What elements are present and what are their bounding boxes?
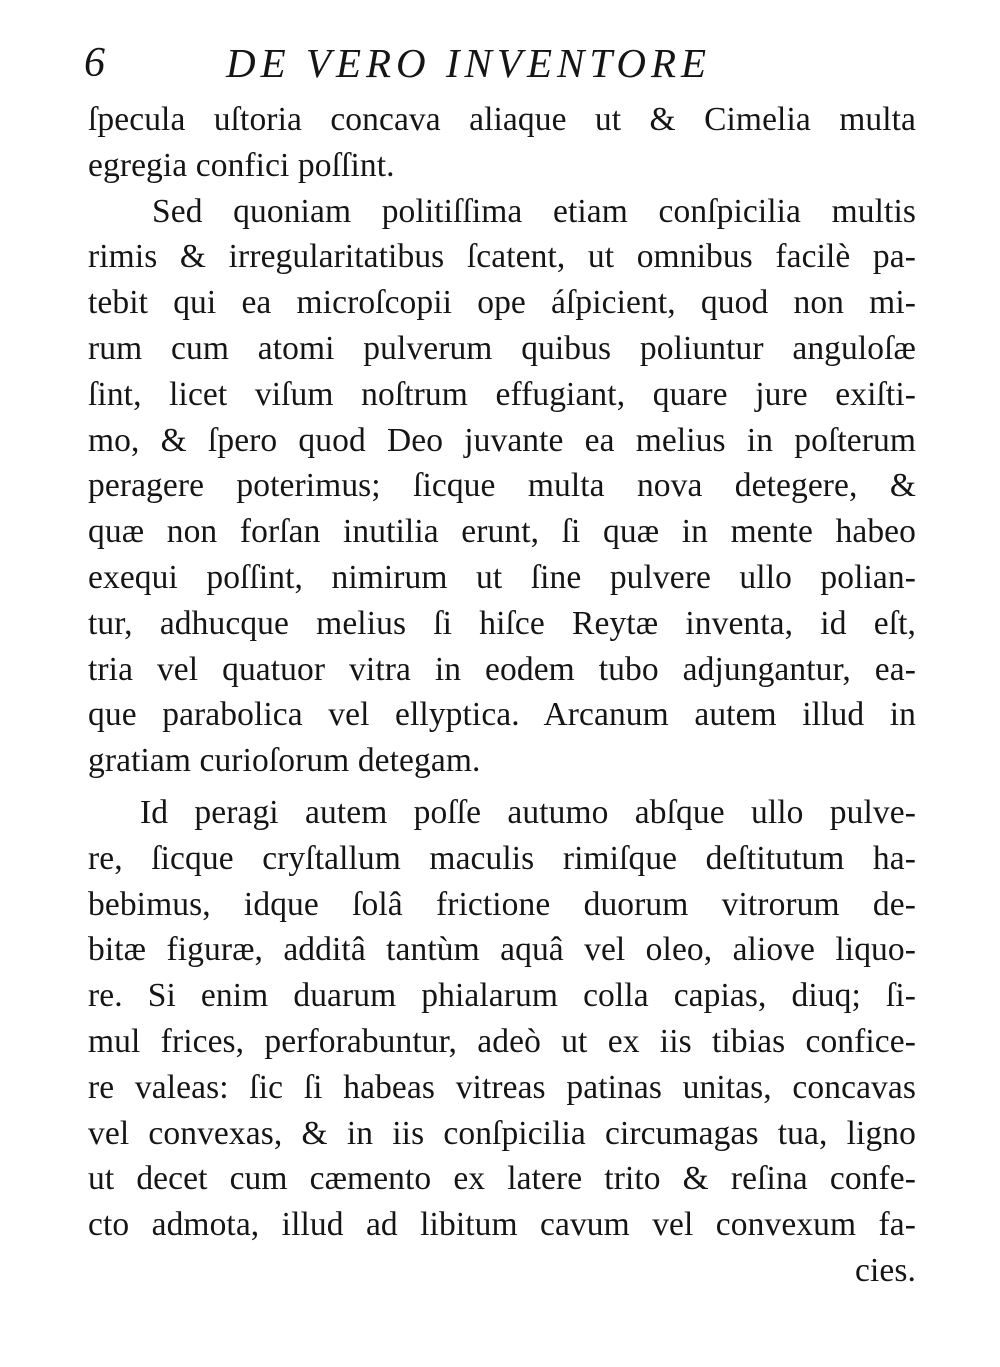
running-title: DE VERO INVENTORE [226,40,712,86]
text-line: exequi poſſint, nimirum ut ſine pulvere ullo polian- [88,558,916,596]
text-line: bitæ figuræ, additâ tantùm aquâ vel oleo, aliove liquo- [88,931,916,969]
text-line: Id peragi autem poſſe autumo abſque ullo pulve- [140,793,916,831]
paragraph-3 [88,790,916,1294]
text-line: ſpecula uſtoria concava aliaque ut & Cimelia multa [88,101,916,138]
text-line: vel convexas, & in iis conſpicilia circumagas tua, ligno [88,1114,916,1152]
text-line: re valeas: ſic ſi habeas vitreas patinas unitas, concavas [88,1068,916,1106]
text-line: ſint, licet viſum noſtrum effugiant, quare jure exiſti- [88,375,916,413]
text-line: tria vel quatuor vitra in eodem tubo adjungantur, ea- [88,650,916,688]
body-text [88,97,916,1294]
text-line: que parabolica vel ellyptica. Arcanum autem illud in [88,696,916,734]
text-line: gratiam curioſorum detegam. [88,742,481,780]
text-line: quæ non forſan inutilia erunt, ſi quæ in mente habeo [88,513,916,551]
text-line: re, ſicque cryſtallum maculis rimiſque deſtitutum ha- [88,839,916,877]
paragraph-1 [88,97,916,189]
running-head [84,34,784,94]
text-line: re. Si enim duarum phialarum colla capias, diuq; ſi- [88,977,916,1015]
text-line: egregia confici poſſint. [88,146,395,184]
text-line: ut decet cum cæmento ex latere trito & reſina confe- [88,1160,916,1198]
text-line: peragere poterimus; ſicque multa nova detegere, & [88,467,916,505]
text-line: tebit qui ea microſcopii ope áſpicient, quod non mi- [88,284,916,322]
text-line: mul frices, perforabuntur, adeò ut ex iis tibias confice- [88,1022,916,1060]
text-line: cto admota, illud ad libitum cavum vel convexum fa- [88,1206,916,1244]
text-line: cies. [855,1251,916,1289]
text-line: tur, adhucque melius ſi hiſce Reytæ inventa, id eſt, [88,604,916,642]
text-line: rimis & irregularitatibus ſcatent, ut omnibus facilè pa- [88,238,916,276]
text-line: bebimus, idque ſolâ frictione duorum vitrorum de- [88,885,916,923]
text-line: mo, & ſpero quod Deo juvante ea melius in poſterum [88,421,916,459]
page-number: 6 [84,40,105,86]
paragraph-2 [88,189,916,784]
text-line: Sed quoniam politiſſima etiam conſpicilia multis [152,192,916,230]
text-line: rum cum atomi pulverum quibus poliuntur anguloſæ [88,329,916,367]
